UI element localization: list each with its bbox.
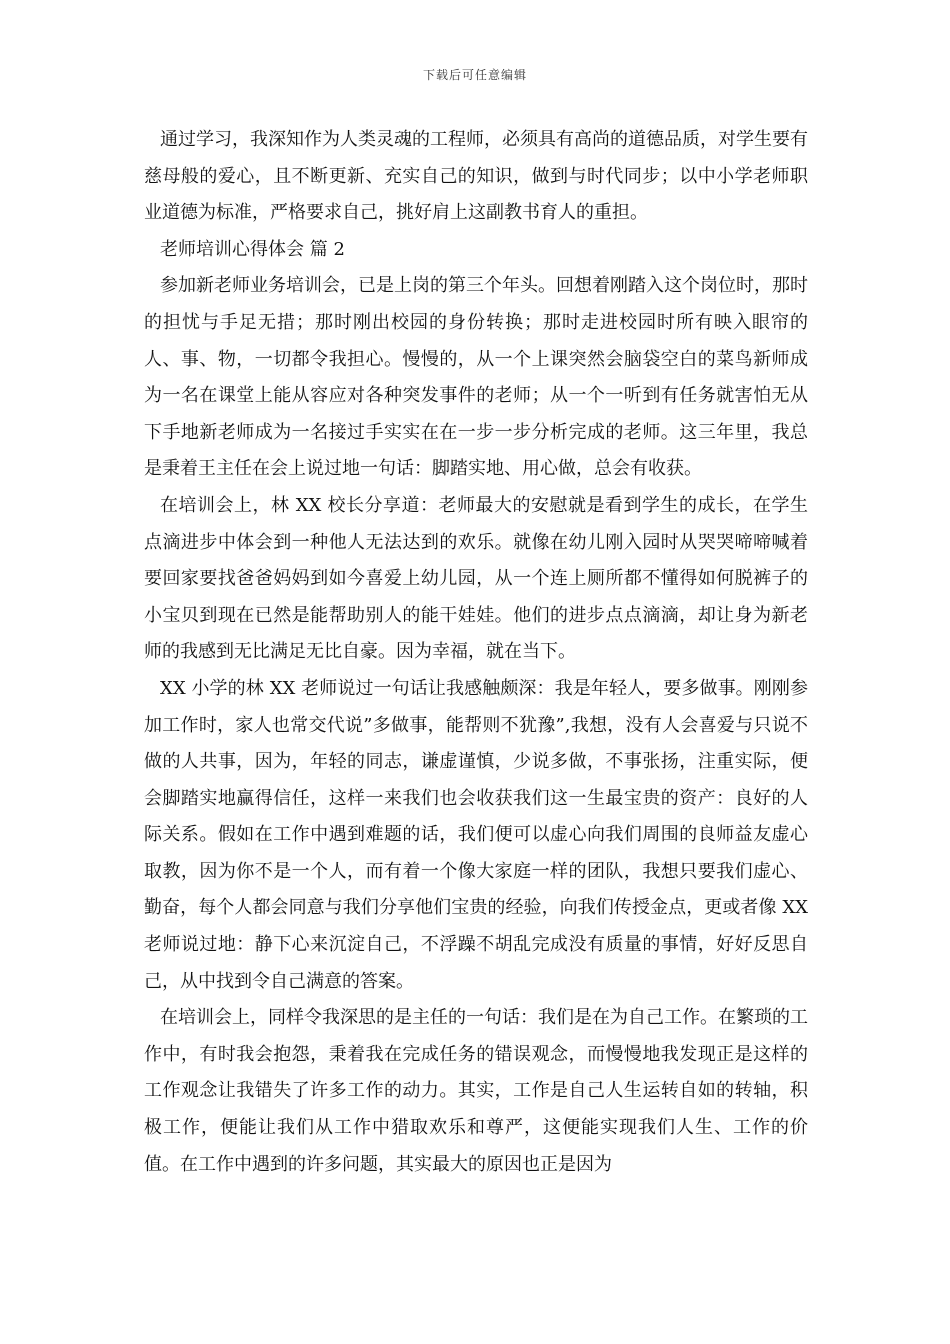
section-heading: 老师培训心得体会 篇 2 <box>160 238 345 260</box>
paragraph: XX 小学的林 XX 老师说过一句话让我感触颇深：我是年轻人，要多做事。刚刚参加工作时，家人也常交代说”多做事，能帮则不犹豫”,我想，没有人会喜爱与只说不做的人共事，因为，年轻的同志，谦虚谨慎，少说多做，不事张扬，注重实际，便会脚踏实地赢得信任，这样一来我们也会收获我们这一生最宝贵的资产：良好的人际关系。假如在工作中遇到难题的话，我们便可以虚心向我们周围的良师益友虚心取教，因为你不是一个人，而有着一个像大家庭一样的团队，我想只要我们虚心、勤奋，每个人都会同意与我们分享他们宝贵的经验，向我们传授金点，更或者像 XX 老师说过地：静下心来沉淀自己，不浮躁不胡乱完成没有质量的事情，好好反思自己，从中找到令自己满意的答案。 <box>144 677 808 992</box>
document-body <box>144 122 808 1183</box>
page-header: 下载后可任意编辑 <box>422 68 527 82</box>
paragraph: 通过学习，我深知作为人类灵魂的工程师，必须具有高尚的道德品质，对学生要有慈母般的爱心，且不断更新、充实自己的知识，做到与时代同步；以中小学老师职业道德为标准，严格要求自己，挑好肩上这副教书育人的重担。 <box>144 129 808 224</box>
paragraph: 参加新老师业务培训会，已是上岗的第三个年头。回想着刚踏入这个岗位时，那时的担忧与手足无措；那时刚出校园的身份转换；那时走进校园时所有映入眼帘的人、事、物，一切都令我担心。慢慢的，从一个上课突然会脑袋空白的菜鸟新师成为一名在课堂上能从容应对各种突发事件的老师；从一个一听到有任务就害怕无从下手地新老师成为一名接过手实实在在一步一步分析完成的老师。这三年里，我总是秉着王主任在会上说过地一句话：脚踏实地、用心做，总会有收获。 <box>144 275 808 480</box>
paragraph: 在培训会上，林 XX 校长分享道：老师最大的安慰就是看到学生的成长，在学生点滴进步中体会到一种他人无法达到的欢乐。就像在幼儿刚入园时从哭哭啼啼喊着要回家要找爸爸妈妈到如今喜爱上幼儿园，从一个连上厕所都不懂得如何脱裤子的小宝贝到现在已然是能帮助别人的能干娃娃。他们的进步点点滴滴，却让身为新老师的我感到无比满足无比自豪。因为幸福，就在当下。 <box>144 494 808 663</box>
paragraph: 在培训会上，同样令我深思的是主任的一句话：我们是在为自己工作。在繁琐的工作中，有时我会抱怨，秉着我在完成任务的错误观念，而慢慢地我发现正是这样的工作观念让我错失了许多工作的动力。其实，工作是自己人生运转自如的转轴，积极工作，便能让我们从工作中猎取欢乐和尊严，这便能实现我们人生、工作的价值。在工作中遇到的许多问题，其实最大的原因也正是因为 <box>144 1007 808 1175</box>
